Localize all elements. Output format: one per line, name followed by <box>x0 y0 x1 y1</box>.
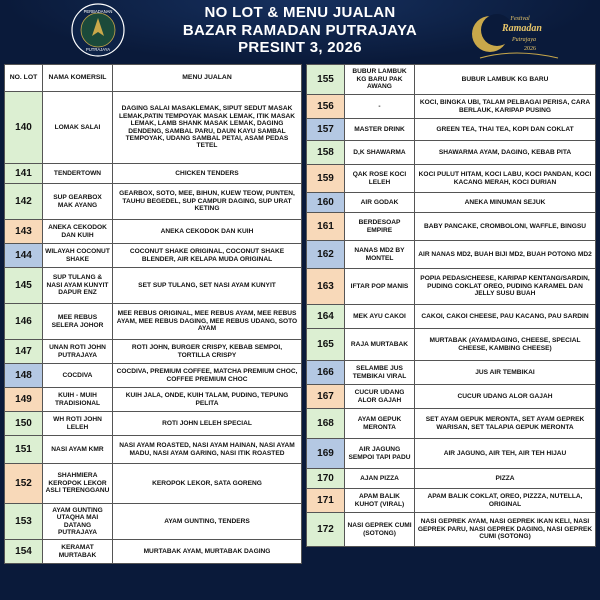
menu-items: ROTI JOHN LELEH SPECIAL <box>113 412 302 436</box>
table-row <box>307 385 596 409</box>
menu-items: POPIA PEDAS/CHEESE, KARIPAP KENTANG/SARDIN, PUDING COKLAT OREO, PUDING KARAMEL DAN JELLY SUSU BUAH <box>415 269 596 305</box>
table-row <box>5 164 302 184</box>
menu-items: ANEKA CEKODOK DAN KUIH <box>113 220 302 244</box>
commercial-name: NASI GEPREK CUMI (SOTONG) <box>345 513 415 547</box>
commercial-name: QAK ROSE KOCI LELEH <box>345 165 415 193</box>
menu-items: AIR JAGUNG, AIR TEH, AIR TEH HIJAU <box>415 439 596 469</box>
menu-items: AIR NANAS MD2, BUAH BIJI MD2, BUAH POTONG MD2 <box>415 241 596 269</box>
menu-items: NASI AYAM ROASTED, NASI AYAM HAINAN, NASI AYAM MADU, NASI AYAM GARING, NASI ITIK ROASTED <box>113 436 302 464</box>
col-lot-header: NO. LOT <box>5 65 43 92</box>
commercial-name: SUP TULANG & NASI AYAM KUNYIT DAPUR ENZ <box>43 268 113 304</box>
menu-items: DAGING SALAI MASAKLEMAK, SIPUT SEDUT MASAK LEMAK,PATIN TEMPOYAK MASAK LEMAK, ITIK MASAK LEMAK, LAMB SHANK MASAK LEMAK, DAGING DENDENG, SAMBAL PARU, DAUN KAYU SAMBAL TEMPOYAK, UDANG SAMBAL PETAI, ASAM PEDAS TETEL <box>113 92 302 164</box>
right-table-container <box>306 64 596 547</box>
lot-number: 141 <box>5 164 43 184</box>
menu-items: PIZZA <box>415 469 596 489</box>
lot-number: 149 <box>5 388 43 412</box>
logo-right-text-3: Putrajaya <box>512 37 536 43</box>
commercial-name: APAM BALIK KUHOT (VIRAL) <box>345 489 415 513</box>
table-row <box>307 65 596 95</box>
table-row <box>307 329 596 361</box>
lot-number: 163 <box>307 269 345 305</box>
poster-title <box>150 4 450 57</box>
menu-items: CAKOI, CAKOI CHEESE, PAU KACANG, PAU SARDIN <box>415 305 596 329</box>
left-table-container <box>4 64 302 564</box>
menu-items: APAM BALIK COKLAT, OREO, PIZZZA, NUTELLA, ORIGINAL <box>415 489 596 513</box>
lot-number: 160 <box>307 193 345 213</box>
left-lot-table <box>4 64 302 564</box>
commercial-name: KERAMAT MURTABAK <box>43 540 113 564</box>
table-row <box>5 244 302 268</box>
lot-number: 155 <box>307 65 345 95</box>
commercial-name: AJAN PIZZA <box>345 469 415 489</box>
lot-number: 154 <box>5 540 43 564</box>
table-row <box>307 141 596 165</box>
logo-left-text-top: PERBADANAN <box>83 9 113 14</box>
table-row <box>5 504 302 540</box>
commercial-name: AIR JAGUNG SEMPOI TAPI PADU <box>345 439 415 469</box>
commercial-name: ANEKA CEKODOK DAN KUIH <box>43 220 113 244</box>
table-row <box>307 119 596 141</box>
left-table-header-row <box>5 65 302 92</box>
table-row <box>307 439 596 469</box>
menu-items: MURTABAK (AYAM/DAGING, CHEESE, SPECIAL CHEESE, KAMBING CHEESE) <box>415 329 596 361</box>
table-row <box>5 184 302 220</box>
menu-items: BABY PANCAKE, CROMBOLONI, WAFFLE, BINGSU <box>415 213 596 241</box>
lot-number: 142 <box>5 184 43 220</box>
table-row <box>307 409 596 439</box>
table-row <box>307 241 596 269</box>
lot-number: 146 <box>5 304 43 340</box>
table-row <box>5 220 302 244</box>
logo-right-text-1: Festival <box>510 16 530 22</box>
festival-ramadan-logo <box>470 4 560 62</box>
lot-number: 161 <box>307 213 345 241</box>
lot-number: 165 <box>307 329 345 361</box>
right-table-body <box>307 65 596 547</box>
menu-items: GREEN TEA, THAI TEA, KOPI DAN COKLAT <box>415 119 596 141</box>
lot-number: 171 <box>307 489 345 513</box>
lot-number: 159 <box>307 165 345 193</box>
commercial-name: AYAM GEPUK MERONTA <box>345 409 415 439</box>
commercial-name: WILAYAH COCONUT SHAKE <box>43 244 113 268</box>
menu-items: KOCI, BINGKA UBI, TALAM PELBAGAI PERISA, CARA BERLAUK, KARIPAP PUSING <box>415 95 596 119</box>
menu-items: MEE REBUS ORIGINAL, MEE REBUS AYAM, MEE REBUS AYAM, MEE REBUS DAGING, MEE REBUS UDANG, SOTO AYAM <box>113 304 302 340</box>
menu-items: CHICKEN TENDERS <box>113 164 302 184</box>
lot-number: 153 <box>5 504 43 540</box>
menu-items: KUIH JALA, ONDE, KUIH TALAM, PUDING, TEPUNG PELITA <box>113 388 302 412</box>
lot-number: 140 <box>5 92 43 164</box>
commercial-name: BERDESOAP EMPIRE <box>345 213 415 241</box>
table-row <box>5 304 302 340</box>
lot-number: 152 <box>5 464 43 504</box>
menu-items: KOCI PULUT HITAM, KOCI LABU, KOCI PANDAN, KOCI KACANG MERAH, KOCI DURIAN <box>415 165 596 193</box>
table-row <box>307 361 596 385</box>
commercial-name: SHAHMIERA KEROPOK LEKOR ASLI TERENGGANU <box>43 464 113 504</box>
title-line-3: PRESINT 3, 2026 <box>238 39 362 56</box>
table-row <box>5 436 302 464</box>
menu-items: GEARBOX, SOTO, MEE, BIHUN, KUEW TEOW, PUNTEN, TAUHU BEGEDEL, SUP CAMPUR DAGING, SUP URAT KETING <box>113 184 302 220</box>
table-row <box>307 269 596 305</box>
table-row <box>5 364 302 388</box>
menu-items: COCONUT SHAKE ORIGINAL, COCONUT SHAKE BLENDER, AIR KELAPA MUDA ORIGINAL <box>113 244 302 268</box>
lot-number: 144 <box>5 244 43 268</box>
table-row <box>5 388 302 412</box>
lot-number: 169 <box>307 439 345 469</box>
commercial-name: AYAM GUNTING UTAQHA MAI DATANG PUTRAJAYA <box>43 504 113 540</box>
lot-number: 162 <box>307 241 345 269</box>
lot-number: 166 <box>307 361 345 385</box>
lot-number: 143 <box>5 220 43 244</box>
table-row <box>5 340 302 364</box>
perbadanan-putrajaya-logo <box>70 2 126 58</box>
lot-number: 145 <box>5 268 43 304</box>
commercial-name: TENDERTOWN <box>43 164 113 184</box>
table-row <box>5 92 302 164</box>
menu-items: MURTABAK AYAM, MURTABAK DAGING <box>113 540 302 564</box>
table-row <box>307 165 596 193</box>
lot-number: 157 <box>307 119 345 141</box>
commercial-name: NASI AYAM KMR <box>43 436 113 464</box>
lot-number: 150 <box>5 412 43 436</box>
table-row <box>5 464 302 504</box>
menu-items: SHAWARMA AYAM, DAGING, KEBAB PITA <box>415 141 596 165</box>
col-name-header: NAMA KOMERSIL <box>43 65 113 92</box>
left-table-body <box>5 92 302 564</box>
lot-number: 170 <box>307 469 345 489</box>
commercial-name: LOMAK SALAI <box>43 92 113 164</box>
commercial-name: D,K SHAWARMA <box>345 141 415 165</box>
menu-items: ANEKA MINUMAN SEJUK <box>415 193 596 213</box>
logo-right-text-2: Ramadan <box>501 23 543 34</box>
lot-number: 158 <box>307 141 345 165</box>
table-row <box>307 489 596 513</box>
menu-items: ROTI JOHN, BURGER CRISPY, KEBAB SEMPOI, TORTILLA CRISPY <box>113 340 302 364</box>
title-line-1: NO LOT & MENU JUALAN <box>204 4 396 21</box>
table-row <box>307 305 596 329</box>
commercial-name: SUP GEARBOX MAK AYANG <box>43 184 113 220</box>
table-row <box>307 193 596 213</box>
lot-number: 147 <box>5 340 43 364</box>
commercial-name: BUBUR LAMBUK KG BARU PAK AWANG <box>345 65 415 95</box>
commercial-name: MEE REBUS SELERA JOHOR <box>43 304 113 340</box>
menu-items: NASI GEPREK AYAM, NASI GEPREK IKAN KELI, NASI GEPREK PARU, NASI GEPREK DAGING, NASI GEPREK CUMI (SOTONG) <box>415 513 596 547</box>
lot-number: 167 <box>307 385 345 409</box>
table-row <box>307 95 596 119</box>
lot-number: 172 <box>307 513 345 547</box>
menu-items: JUS AIR TEMBIKAI <box>415 361 596 385</box>
commercial-name: COCDIVA <box>43 364 113 388</box>
commercial-name: NANAS MD2 BY MONTEL <box>345 241 415 269</box>
poster-header <box>0 0 600 64</box>
menu-items: SET AYAM GEPUK MERONTA, SET AYAM GEPREK WARISAN, SET TALAPIA GEPUK MERONTA <box>415 409 596 439</box>
lot-number: 156 <box>307 95 345 119</box>
commercial-name: RAJA MURTABAK <box>345 329 415 361</box>
lot-number: 151 <box>5 436 43 464</box>
table-row <box>307 469 596 489</box>
table-row <box>307 213 596 241</box>
commercial-name: IFTAR POP MANIS <box>345 269 415 305</box>
logo-left-text-bottom: PUTRAJAYA <box>85 47 111 52</box>
commercial-name: AIR GODAK <box>345 193 415 213</box>
commercial-name: MEK AYU CAKOI <box>345 305 415 329</box>
menu-items: COCDIVA, PREMIUM COFFEE, MATCHA PREMIUM CHOC, COFFEE PREMIUM CHOC <box>113 364 302 388</box>
table-row <box>5 268 302 304</box>
menu-items: KEROPOK LEKOR, SATA GORENG <box>113 464 302 504</box>
lot-number: 148 <box>5 364 43 388</box>
menu-items: CUCUR UDANG ALOR GAJAH <box>415 385 596 409</box>
table-row <box>5 412 302 436</box>
commercial-name: MASTER DRINK <box>345 119 415 141</box>
table-row <box>307 513 596 547</box>
commercial-name: UNAN ROTI JOHN PUTRAJAYA <box>43 340 113 364</box>
commercial-name: SELAMBE JUS TEMBIKAI VIRAL <box>345 361 415 385</box>
col-menu-header: MENU JUALAN <box>113 65 302 92</box>
commercial-name: - <box>345 95 415 119</box>
menu-items: BUBUR LAMBUK KG BARU <box>415 65 596 95</box>
commercial-name: CUCUR UDANG ALOR GAJAH <box>345 385 415 409</box>
commercial-name: WH ROTI JOHN LELEH <box>43 412 113 436</box>
lot-number: 164 <box>307 305 345 329</box>
logo-right-text-4: 2026 <box>524 46 536 52</box>
lot-number: 168 <box>307 409 345 439</box>
menu-items: SET SUP TULANG, SET NASI AYAM KUNYIT <box>113 268 302 304</box>
title-line-2: BAZAR RAMADAN PUTRAJAYA <box>182 21 418 39</box>
right-lot-table <box>306 64 596 547</box>
table-row <box>5 540 302 564</box>
menu-items: AYAM GUNTING, TENDERS <box>113 504 302 540</box>
commercial-name: KUIH - MUIH TRADISIONAL <box>43 388 113 412</box>
